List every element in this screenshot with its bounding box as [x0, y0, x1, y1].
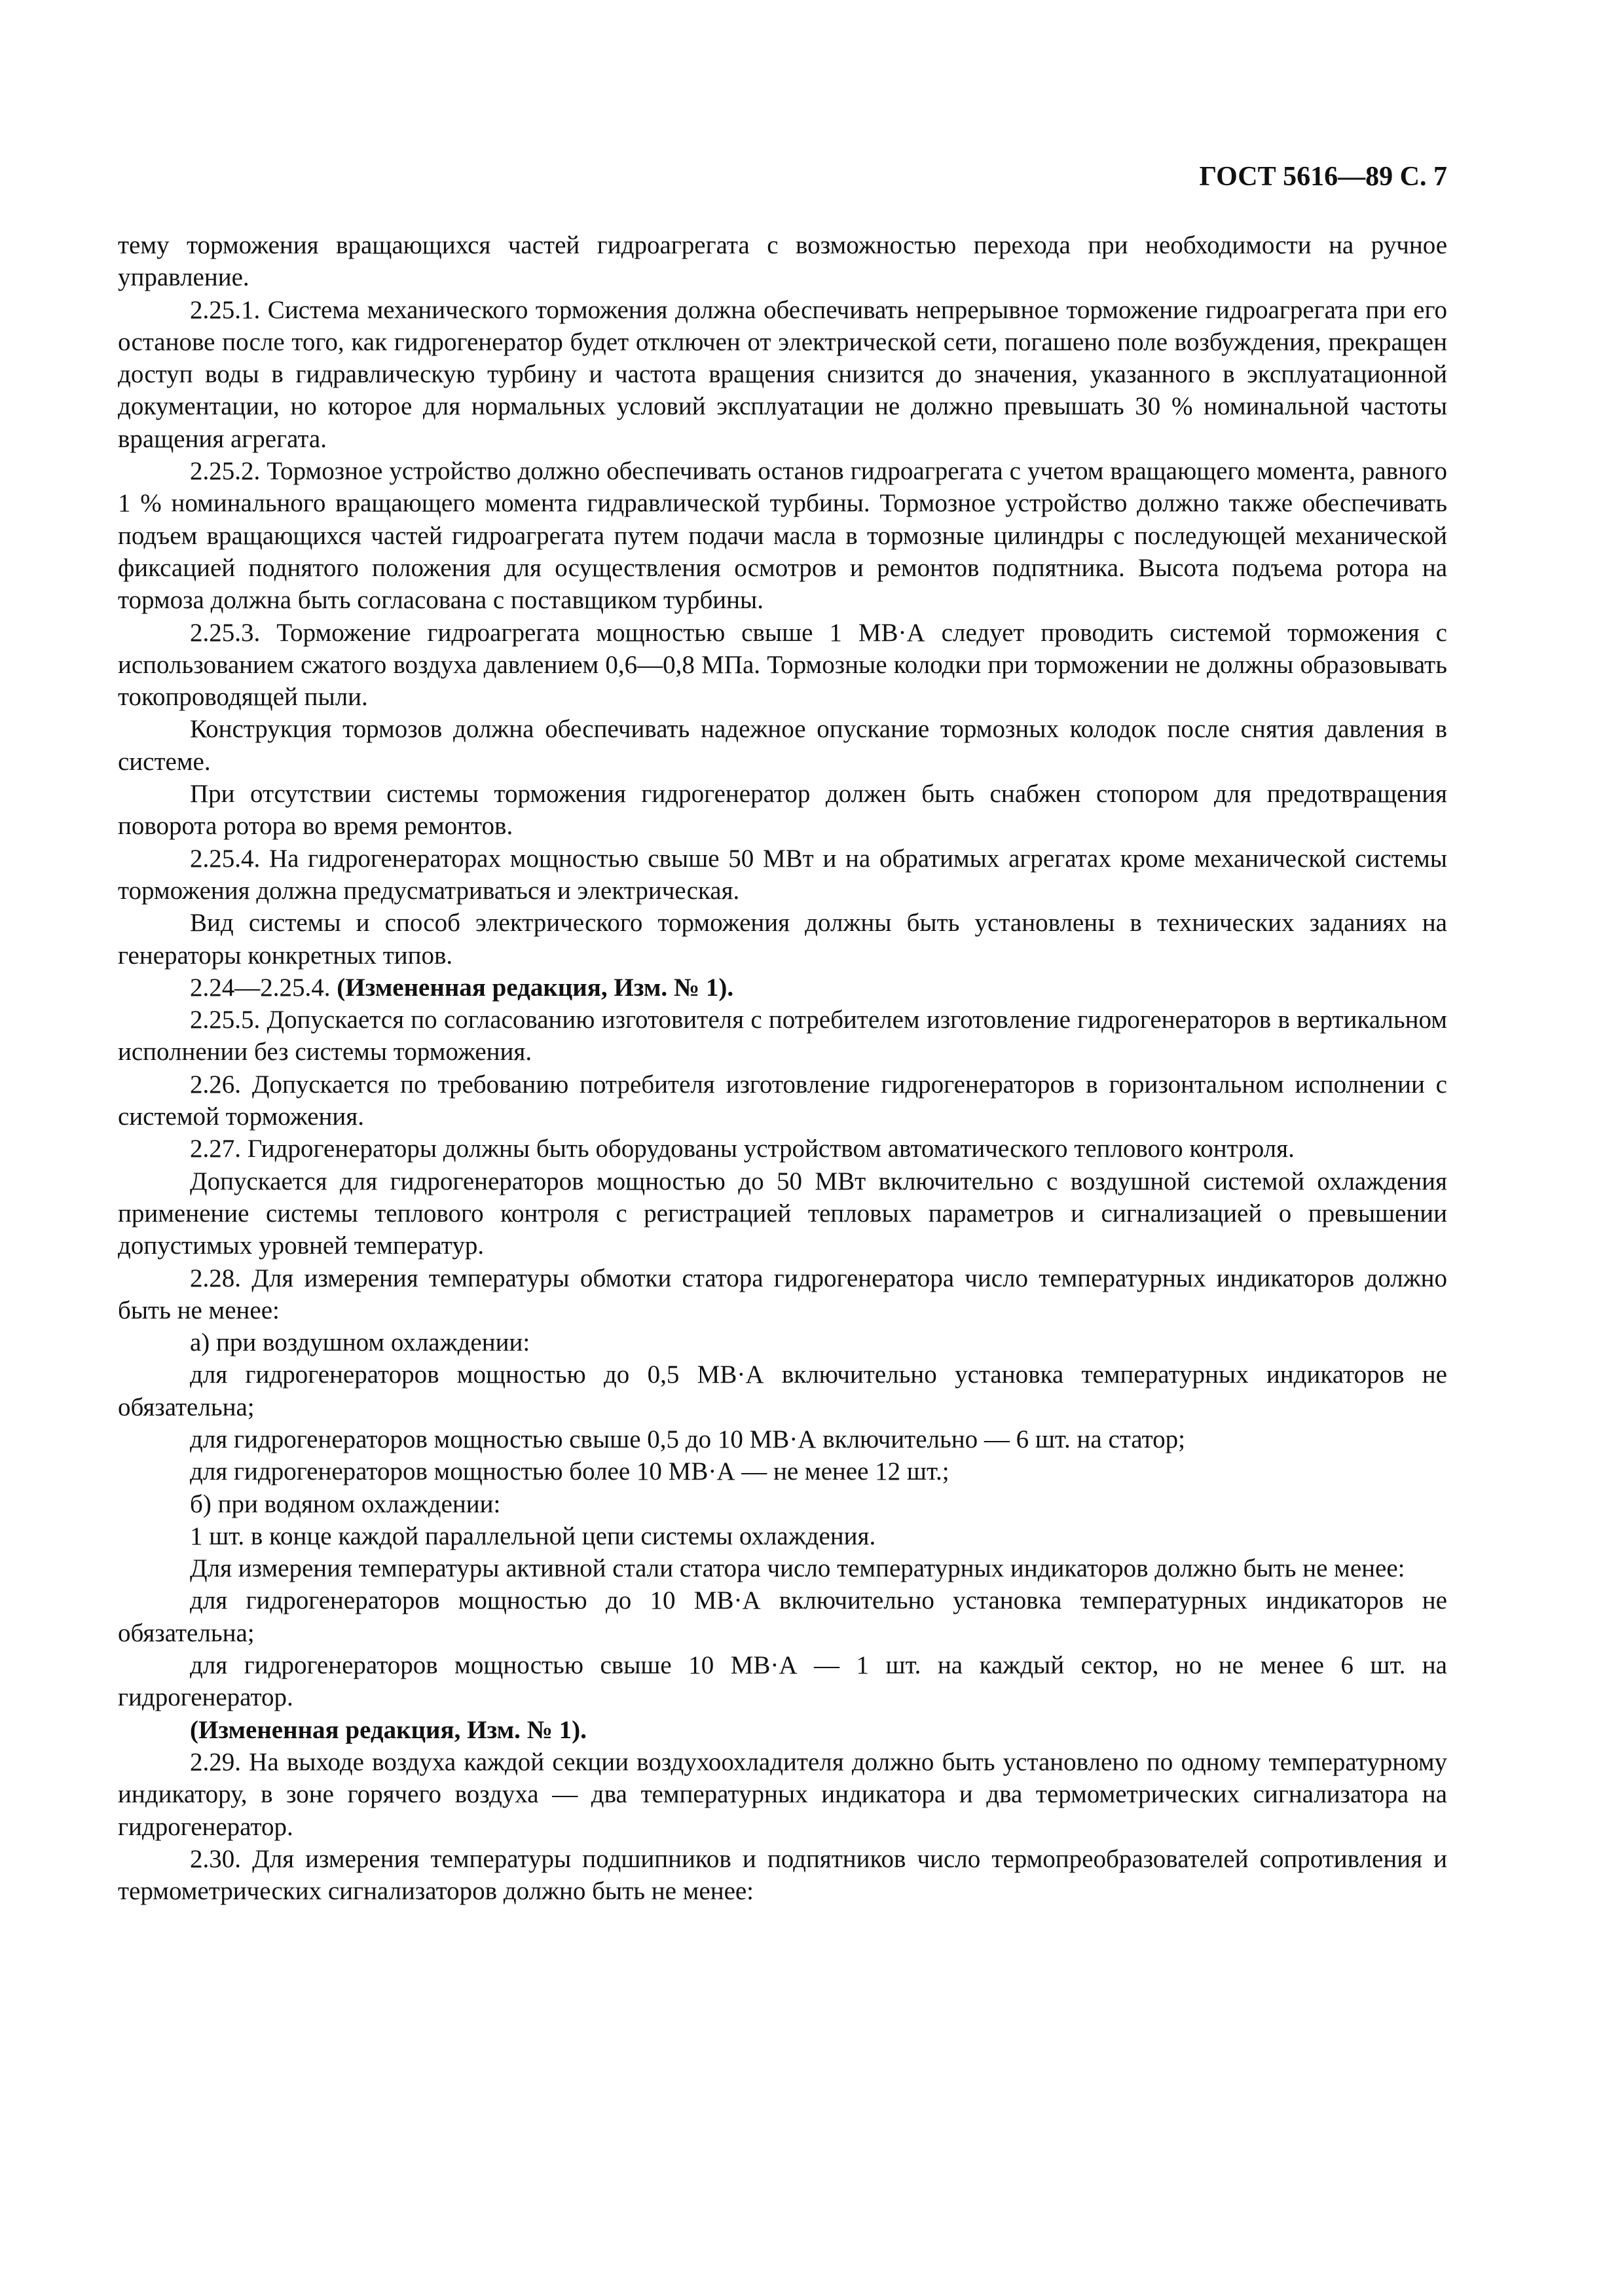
amendment-label: (Измененная редакция, Изм. № 1).	[190, 1715, 587, 1744]
list-item: для гидрогенераторов мощностью более 10 МВ·А — не менее 12 шт.;	[190, 1457, 949, 1486]
list-item: для гидрогенераторов мощностью свыше 10 МВ·А — 1 шт. на каждый сектор, но не менее 6 шт. на гидрогенератор.	[118, 1651, 1447, 1712]
amendment-note	[118, 972, 1447, 1004]
paragraph: 2.25.2. Тормозное устройство должно обеспечивать останов гидроагрегата с учетом вращающего момента, равного 1 % номинального вращающего момента гидравлической турбины. Тормозное устройство должно также обеспечивать подъем вращающихся частей гидроагрегата путем подачи масла в тормозные цилиндры с последующей механической фиксацией поднятого положения для осуществления осмотров и ремонтов подпятника. Высота подъема ротора на тормоза должна быть согласована с поставщиком турбины.	[118, 457, 1447, 615]
paragraph: Вид системы и способ электрического торможения должны быть установлены в технических заданиях на генераторы конкретных типов.	[118, 909, 1447, 970]
paragraph: Допускается для гидрогенераторов мощностью до 50 МВт включительно с воздушной системой охлаждения применение системы теплового контроля с регистрацией тепловых параметров и сигнализацией о превышении допустимых уровней температур.	[118, 1167, 1447, 1260]
paragraph: 2.25.3. Торможение гидроагрегата мощностью свыше 1 МВ·А следует проводить системой торможения с использованием сжатого воздуха давлением 0,6—0,8 МПа. Тормозные колодки при торможении не должны образовывать токопроводящей пыли.	[118, 618, 1447, 712]
page-header: ГОСТ 5616—89 С. 7	[1199, 162, 1447, 192]
amendment-ref: 2.24—2.25.4.	[190, 973, 337, 1002]
paragraph: 2.27. Гидрогенераторы должны быть оборудованы устройством автоматического теплового контроля.	[190, 1135, 1295, 1163]
paragraph: Конструкция тормозов должна обеспечивать надежное опускание тормозных колодок после снятия давления в системе.	[118, 715, 1447, 776]
body-text	[118, 229, 1447, 1907]
paragraph: 2.26. Допускается по требованию потребителя изготовление гидрогенераторов в горизонтальном исполнении с системой торможения.	[118, 1070, 1447, 1131]
paragraph: 2.25.5. Допускается по согласованию изготовителя с потребителем изготовление гидрогенераторов в вертикальном исполнении без системы торможения.	[118, 1006, 1447, 1066]
paragraph: 2.30. Для измерения температуры подшипников и подпятников число термопреобразователей сопротивления и термометрических сигнализаторов должно быть не менее:	[118, 1844, 1447, 1906]
amendment-label: (Измененная редакция, Изм. № 1).	[337, 973, 734, 1002]
paragraph: 2.25.4. На гидрогенераторах мощностью свыше 50 МВт и на обратимых агрегатах кроме механической системы торможения должна предусматриваться и электрическая.	[118, 844, 1447, 905]
list-item: для гидрогенераторов мощностью до 0,5 МВ·А включительно установка температурных индикаторов не обязательна;	[118, 1360, 1447, 1421]
paragraph: Для измерения температуры активной стали статора число температурных индикаторов должно быть не менее:	[190, 1554, 1405, 1583]
list-item: б) при водяном охлаждении:	[190, 1489, 501, 1518]
paragraph: При отсутствии системы торможения гидрогенератор должен быть снабжен стопором для предотвращения поворота ротора во время ремонтов.	[118, 780, 1447, 841]
list-item: а) при воздушном охлаждении:	[190, 1328, 530, 1357]
list-item: 1 шт. в конце каждой параллельной цепи системы охлаждения.	[190, 1522, 876, 1550]
paragraph: 2.25.1. Система механического торможения должна обеспечивать непрерывное торможение гидроагрегата при его останове после того, как гидрогенератор будет отключен от электрической сети, погашено поле возбуждения, прекращен доступ воды в гидравлическую турбину и частота вращения снизится до значения, указанного в эксплуатационной документации, но которое для нормальных условий эксплуатации не должно превышать 30 % номинальной частоты вращения агрегата.	[118, 295, 1447, 453]
document-page	[118, 157, 1447, 1907]
paragraph: 2.28. Для измерения температуры обмотки статора гидрогенератора число температурных индикаторов должно быть не менее:	[118, 1264, 1447, 1324]
list-item: для гидрогенераторов мощностью до 10 МВ·А включительно установка температурных индикаторов не обязательна;	[118, 1586, 1447, 1647]
amendment-note	[118, 1714, 1447, 1746]
list-item: для гидрогенераторов мощностью свыше 0,5 до 10 МВ·А включительно — 6 шт. на статор;	[190, 1425, 1185, 1453]
paragraph: 2.29. На выходе воздуха каждой секции воздухоохладителя должно быть установлено по одному температурному индикатору, в зоне горячего воздуха — два температурных индикатора и два термометрических сигнализатора на гидрогенератор.	[118, 1747, 1447, 1841]
paragraph: тему торможения вращающихся частей гидроагрегата с возможностью перехода при необходимости на ручное управление.	[118, 231, 1447, 292]
